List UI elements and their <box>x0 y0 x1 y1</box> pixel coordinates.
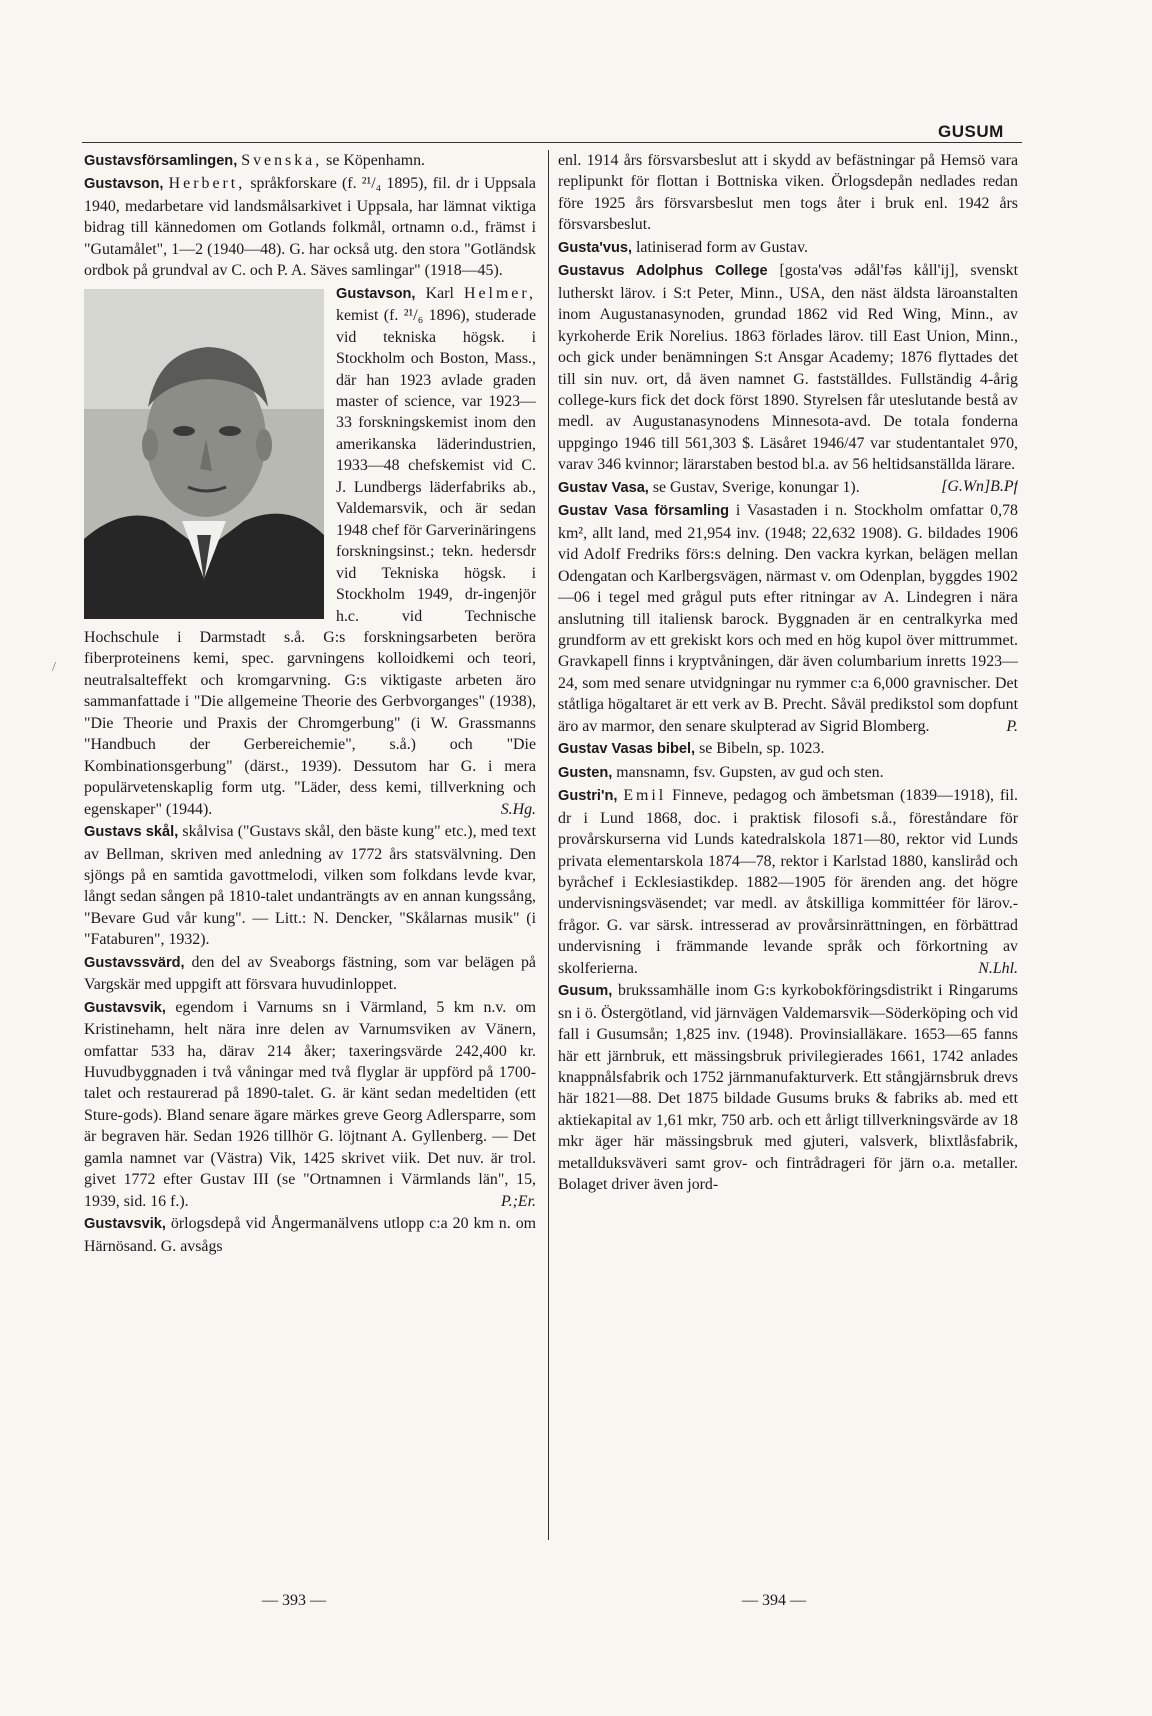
entry-text: latiniserad form av Gustav. <box>632 238 808 256</box>
entry <box>558 738 1018 760</box>
entry-text: kemist (f. ²¹/₆ 1896), studerade vid tekniska högsk. i Stockholm och Boston, Mass., där han 1923 avlade graden master of science, var 1923—33 forskningskemist inom den amerikanska läderindustrien, 1933—48 chefskemist vid C. J. Lundbergs läderfabriks ab., Valdemarsvik, och är sedan 1948 chef för Garverinäringens forskningsinst.; tekn. hedersdr vid Tekniska högsk. i Stockholm 1949, dr-ingenjör h.c. vid Technische Hochschule i Darmstadt s.å. G:s forskningsarbeten beröra fiberproteinens kemi, spec. garvningens kolloidkemi och teori, neutralsalteffekt och kromgarvning. G:s viktigaste arbeten äro sammanfattade i "Die allgemeine Theorie des Gerbvorganges" (1938), "Die Theorie und Praxis der Chromgerbung" (i W. Grassmanns "Handbuch der Gerbereichemie", s.å.) och "Die Kombinationsgerbung" (därst., 1939). Dessutom har G. i mera populärvetenskaplig form utg. "Läder, dess kemi, tillverkning och egenskaper" (1944). <box>84 307 536 818</box>
spaced-name: Helmer, <box>464 284 536 302</box>
entry <box>558 150 1018 236</box>
entry-text: mansnamn, fsv. Gupsten, av gud och sten. <box>612 763 884 781</box>
entry-text: språkforskare (f. ²¹/₄ 1895), fil. dr i Uppsala 1940, medarbetare vid landsmålsarkivet i Uppsala, har lämnat viktiga bidrag till kännedomen om Gotlands folkmål, ortnamn o.d., främst i "Gutamålet", 1—2 (1940—48). G. har också utg. den stora "Gotländsk ordbok på grundval av C. och P. A. Säves samlingar" (1918—45). <box>84 175 536 280</box>
spaced-name: Svenska, <box>241 152 323 169</box>
headword: Gustavson, <box>336 285 416 302</box>
headword: Gustav Vasas bibel, <box>558 741 696 758</box>
spaced-name: Herbert, <box>168 175 246 193</box>
headword: Gustri'n, <box>558 788 618 805</box>
signature: [G.Wn]B.Pf <box>941 477 1018 495</box>
entry-text: i Vasastaden i n. Stockholm omfattar 0,78 km², allt land, med 21,954 inv. (1948; 22,632 1908). G. bildades 1906 vid Adolf Fredriks förs:s delning. Den vackra kyrkan, belägen mellan Odengatan och Karlbergsvägen, närmast v. om Odenplan, byggdes 1902—06 i tegel med grågul puts efter ritningar av A. Lindegren i nära anslutning till italiensk barock. Byggnaden är en centralkyrka med grundform av ett grekiskt kors och med en hög kupol över mittrummet. Gravkapell finns i kryptvåningen, där även columbarium inretts 1923—24, som med senare utvidgningar nu rymmer c:a 6,000 gravnischer. Det ståtliga högaltaret är ett verk av B. Precht. Såväl predikstol som dopfunt äro av marmor, den senare skulpterad av Sigrid Blomberg. <box>558 502 1018 735</box>
entry <box>558 980 1018 1196</box>
signature: P.;Er. <box>500 1192 536 1210</box>
portrait-icon <box>84 289 324 619</box>
page-number-left: — 393 — <box>262 1592 326 1609</box>
headword: Gusta'vus, <box>558 239 633 256</box>
left-column <box>84 150 536 1542</box>
right-column <box>558 150 1018 1542</box>
entry-text: enl. 1914 års försvarsbeslut att i skydd av befästningar på Hemsö vara replipunkt för flottan i Bottniska viken. Örlogsdepån nedlades redan före 1925 års försvarsbeslut men togs åter i bruk enl. 1942 års försvarsbeslut. <box>558 152 1018 234</box>
entry <box>84 173 536 281</box>
entry-text: skålvisa ("Gustavs skål, den bäste kung" etc.), med text av Bellman, skriven med anledning av 1772 års statsvälvning. Den sjöngs på en samtida gavottmelodi, vilken som folkdans levde kvar, långt sedan sången på 1810-talet undanträngts av en annan kungssång, "Bevare Gud vår kung". — Litt.: N. Dencker, "Skålarnas musik" (i "Fataburen", 1932). <box>84 823 536 949</box>
entry-text: den del av Sveaborgs fästning, som var belägen på Vargskär med uppgift att försvara huvudinloppet. <box>84 953 536 994</box>
headword: Gustavssvärd, <box>84 954 185 971</box>
entry <box>84 1213 536 1257</box>
headword: Gustavsvik, <box>84 999 166 1016</box>
entry-text: Finneve, pedagog och ämbetsman (1839—1918), fil. dr i Lund 1868, doc. i praktisk filosofi s.å., föreståndare för provårskurserna vid Lunds katedralskola 1871—80, rektor vid Lunds privata elementarskola 1874—78, rektor i Karlstad 1880, kansliråd och byråchef i Ecklesiastikdep. 1882—1905 för ärenden ang. det högre undervisningsväsendet; var medl. av åtskilliga kommittéer för lärov.-frågor. G. var särsk. intresserad av provårsinrättningen, en förbättrad undervisning i främmande levande språk och förkortning av skolferierna. <box>558 787 1018 977</box>
headword: Gustavsförsamlingen, <box>84 153 238 169</box>
spaced-name: Emil <box>623 787 667 805</box>
entry-text: örlogsdepå vid Ångermanälvens utlopp c:a 20 km n. om Härnösand. G. avsågs <box>84 1215 536 1255</box>
headword: Gustavus Adolphus College <box>558 263 768 280</box>
entry-text: se Köpenhamn. <box>322 152 426 169</box>
headword: Gustav Vasa, <box>558 479 649 496</box>
headword: Gusum, <box>558 983 613 1000</box>
headword: Gustavsvik, <box>84 1216 166 1233</box>
header-rule <box>82 142 1022 143</box>
entry-text: egendom i Varnums sn i Värmland, 5 km n.v. om Kristinehamn, helt nära inre delen av Varnumsviken av Vänern, omfattar 533 ha, därav 214 åker; taxeringsvärde 242,400 kr. Huvudbyggnaden i två våningar med två flyglar är uppförd på 1700-talet och restaurerad på 1890-talet. G. är känt sedan medeltiden (ett Sture-gods). Bland senare ägare märkes greve Georg Adlersparre, som är begraven här. Sedan 1926 tillhör G. löjtnant A. Gyllenberg. — Det gamla namnet var (Västra) Vik, 1425 skrivet viik. Det nuv. är trol. givet 1772 efter Gustav III (se "Ortnamnen i Värmlands län", 15, 1939, sid. 16 f.). <box>84 998 536 1210</box>
margin-mark: / <box>52 660 56 675</box>
page-number-right: — 394 — <box>742 1592 806 1609</box>
entry <box>558 500 1018 737</box>
entry <box>84 283 536 820</box>
portrait-photo <box>84 289 324 619</box>
entry-text: se Gustav, Sverige, konungar 1). <box>648 478 860 496</box>
signature: P. <box>1006 717 1018 735</box>
entry <box>84 821 536 951</box>
entry-prefix: Karl <box>415 284 464 302</box>
entry <box>558 237 1018 259</box>
entry <box>84 997 536 1213</box>
entry <box>558 762 1018 784</box>
signature: N.Lhl. <box>978 959 1018 977</box>
entry <box>84 150 536 172</box>
running-head: GUSUM <box>938 122 1004 141</box>
entry <box>84 952 536 996</box>
column-divider <box>548 150 549 1540</box>
entry-text: se Bibeln, sp. 1023. <box>695 740 825 758</box>
signature: S.Hg. <box>500 800 536 818</box>
headword: Gusten, <box>558 764 613 781</box>
headword: Gustavson, <box>84 176 164 193</box>
entry-text: brukssamhälle inom G:s kyrkobokföringsdistrikt i Ringarums sn i ö. Östergötland, vid järnvägen Valdemarsvik—Söderköping och vid fall i Gusumsån; 1,825 inv. (1948). Provinsialläkare. 1653—65 fanns här ett järnbruk, ett mässingsbruk privilegierades 1661, 1742 anlades knappnålsfabrik och 1752 järnmanufakturverk. Ett stångjärnsbruk drevs här 1821—88. Det 1875 bildade Gusums bruks & fabriks ab. med ett aktiekapital av 1,61 mkr, 750 arb. och ett årligt tillverkningsvärde av 18 mkr äger här mässingsbruk med gjuteri, valsverk, blixtlåsfabrik, metallduksväveri samt grov- och fintrådrageri för järn o.a. metaller. Bolaget driver även jord- <box>558 982 1018 1194</box>
entry <box>558 785 1018 979</box>
headword: Gustav Vasa församling <box>558 503 730 520</box>
headword: Gustavs skål, <box>84 824 179 841</box>
entry-text: [gosta'vəs ədål'fəs kåll'ij], svenskt lutherskt lärov. i S:t Peter, Minn., USA, den näst äldsta läroanstalten inom Augustanasynoden, grundad 1862 vid Red Wing, Minn., av kyrkoherde Erik Norelius. 1863 förlades lärov. till East Union, Minn., och gick under benämningen S:t Ansgar Academy; 1876 flyttades det till sin nuv. ort, då även namnet G. fastställdes. Fullständig 4-årig college-kurs fick det dock först 1890. Styrelsen får uteslutande bestå av medl. av Augustanasynodens Minnesota-avd. De totala fonderna uppgingo 1946 till 561,303 $. Läsåret 1946/47 var studentantalet 970, varav 346 kvinnor; lärarstaben bestod bl.a. av 56 heltidsanställda lärare. <box>558 262 1018 474</box>
